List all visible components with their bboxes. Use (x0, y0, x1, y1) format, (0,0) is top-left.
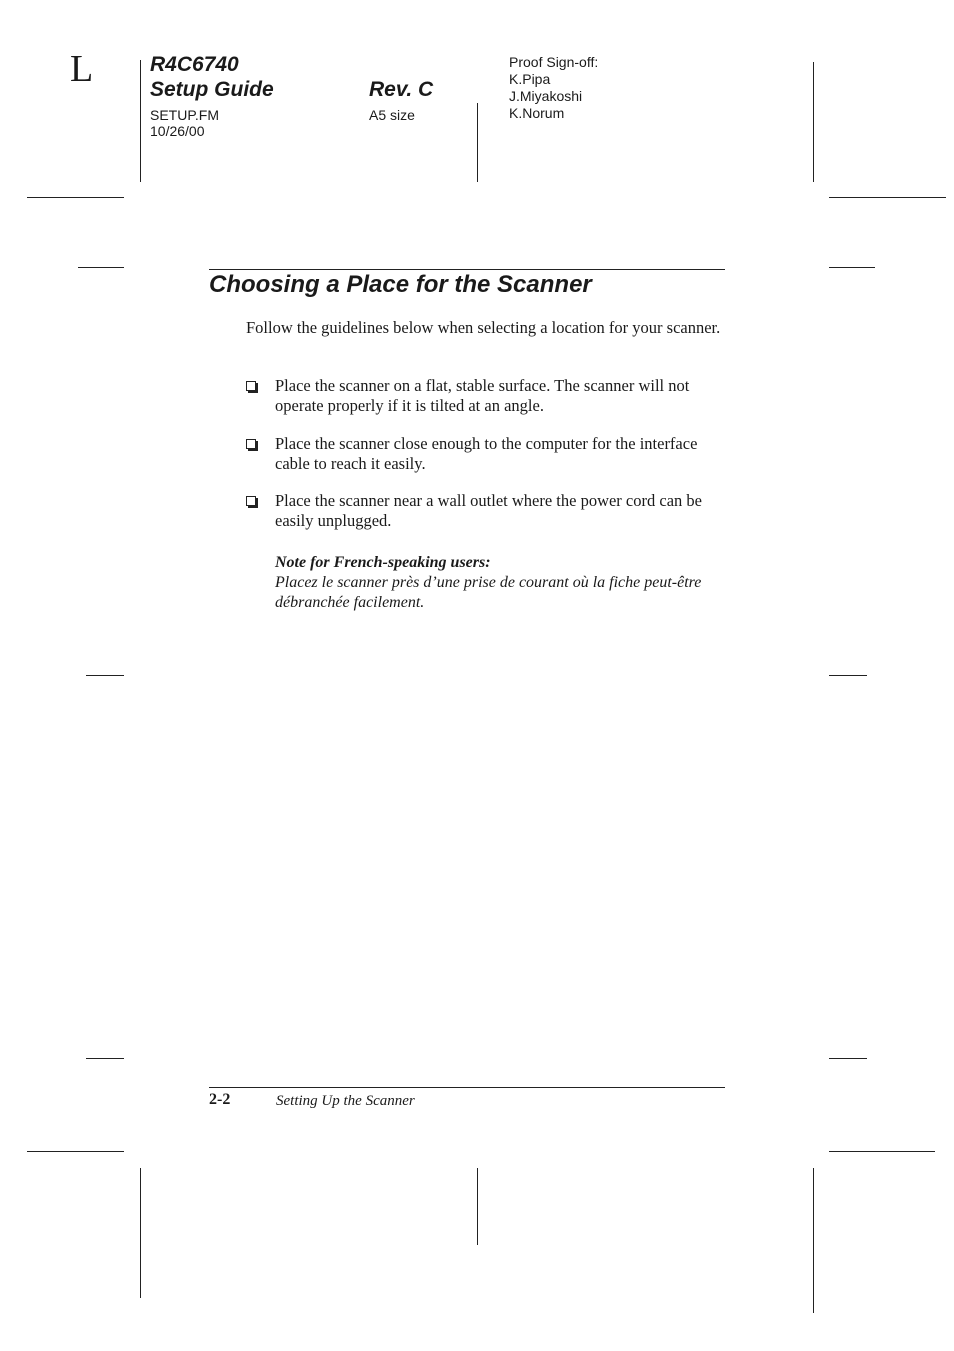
page-number: 2-2 (209, 1091, 231, 1108)
signoff-name: K.Pipa (509, 71, 551, 87)
model-number: R4C6740 (150, 53, 239, 76)
signoff-name: J.Miyakoshi (509, 88, 583, 104)
note-heading: Note for French-speaking users: (275, 554, 491, 571)
paper-size: A5 size (369, 107, 415, 123)
file-date: 10/26/00 (150, 123, 205, 139)
checkbox-bullet-icon (246, 496, 256, 506)
footer-rule (209, 1087, 725, 1088)
checkbox-bullet-icon (246, 381, 256, 391)
list-item-text: Place the scanner close enough to the computer for the interface cable to reach it easily. (275, 434, 698, 473)
list-item-text: Place the scanner near a wall outlet where the power cord can be easily unplugged. (275, 491, 702, 530)
crop-mark (27, 197, 124, 198)
crop-mark (829, 1058, 867, 1059)
crop-mark (829, 197, 946, 198)
margin-letter: L (70, 48, 94, 90)
list-item-text: Place the scanner on a flat, stable surface. The scanner will not operate properly if it is tilted at an angle. (275, 376, 690, 415)
crop-mark (477, 1168, 478, 1245)
crop-mark (86, 675, 124, 676)
crop-mark (27, 1151, 124, 1152)
crop-mark (140, 1168, 141, 1298)
checkbox-bullet-icon (246, 439, 256, 449)
section-title: Choosing a Place for the Scanner (209, 271, 592, 298)
signoff-name: K.Norum (509, 105, 565, 121)
crop-mark (829, 1151, 935, 1152)
revision-label: Rev. C (369, 78, 434, 101)
crop-mark (829, 267, 875, 268)
crop-mark (829, 675, 867, 676)
note-block (275, 553, 730, 613)
guide-title: Setup Guide (150, 78, 274, 101)
proof-signoff (509, 54, 598, 122)
signoff-heading: Proof Sign-off: (509, 54, 599, 70)
crop-mark (86, 1058, 124, 1059)
intro-paragraph: Follow the guidelines below when selecting a location for your scanner. (246, 318, 721, 337)
note-text: Placez le scanner près d’une prise de courant où la fiche peut-être débranchée facilement. (275, 574, 702, 611)
file-name: SETUP.FM (150, 107, 219, 123)
header-divider (477, 103, 478, 182)
header-divider (813, 62, 814, 182)
footer-chapter-title: Setting Up the Scanner (276, 1093, 415, 1109)
crop-mark (78, 267, 124, 268)
crop-mark (813, 1168, 814, 1313)
header-divider (140, 60, 141, 182)
